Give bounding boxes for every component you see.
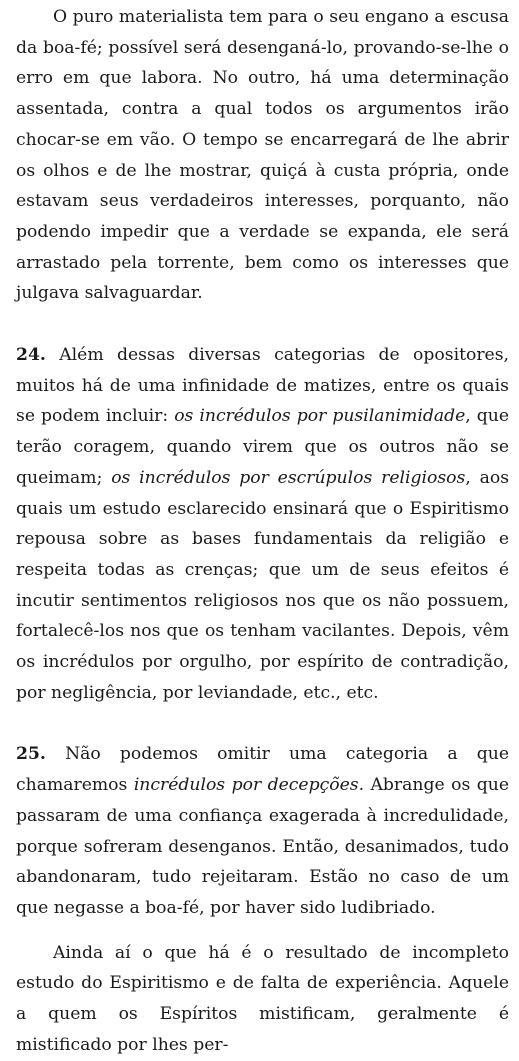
paragraph-24 xyxy=(16,340,509,708)
section-number-24: 24. xyxy=(16,345,46,366)
paragraph-25-text-1: Não podemos omitir uma categoria a que chamaremos xyxy=(16,744,509,796)
paragraph-25-italic-1: incrédulos por decepções. xyxy=(133,775,365,796)
section-number-25: 25. xyxy=(16,744,46,765)
paragraph-experience: Ainda aí o que há é o resultado de incompleto estudo do Espiritismo e de falta de experiência. Aquele a quem os Espíritos mistificam, geralmente é mistificado por lhes per- xyxy=(16,942,509,1055)
paragraph-24-text-3: , aos quais um estudo esclarecido ensinará que o Espiritismo repousa sobre as bases fundamentais da religião e respeita todas as crenças; que um de seus efeitos é incutir sentimentos religiosos nos que os não possuem, fortalecê-los nos que os tenham vacilantes. Depois, vêm os incrédulos por orgulho, por espírito de contradição, por negligência, por leviandade, etc., etc. xyxy=(16,467,510,703)
paragraph-25 xyxy=(16,739,509,923)
paragraph-gap-small xyxy=(16,924,509,938)
paragraph-24-text-1: Além dessas diversas categorias de opositores, muitos há de uma infinidade de matizes, entre os quais se podem incluir: xyxy=(16,345,509,427)
paragraph-gap xyxy=(16,309,509,340)
paragraph-24-italic-1: os incrédulos por pusilanimidade xyxy=(174,406,466,427)
paragraph-24-italic-2: os incrédulos por escrúpulos religiosos xyxy=(111,467,466,488)
paragraph-materialist: O puro materialista tem para o seu engano a escusa da boa-fé; possível será desenganá-lo, provando-se-lhe o erro em que labora. No outro, há uma determinação assentada, contra a qual todos os argumentos irão chocar-se em vão. O tempo se encarregará de lhe abrir os olhos e de lhe mostrar, quiçá à custa própria, onde estavam seus verdadeiros interesses, porquanto, não podendo impedir que a verdade se expanda, ele será arrastado pela torrente, bem como os interesses que julgava salvaguardar. xyxy=(16,7,509,304)
paragraph-24-text-2: , que terão coragem, quando virem que os outros não se queimam; xyxy=(16,406,510,488)
paragraph-gap xyxy=(16,708,509,739)
document-page xyxy=(16,2,509,1061)
paragraph-25-text-2: Abrange os que passaram de uma confiança exagerada à incredulidade, porque sofreram desenganos. Então, desanimados, tudo abandonaram, tudo rejeitaram. Estão no caso de um que negasse a boa-fé, por haver sido ludibriado. xyxy=(16,775,509,918)
